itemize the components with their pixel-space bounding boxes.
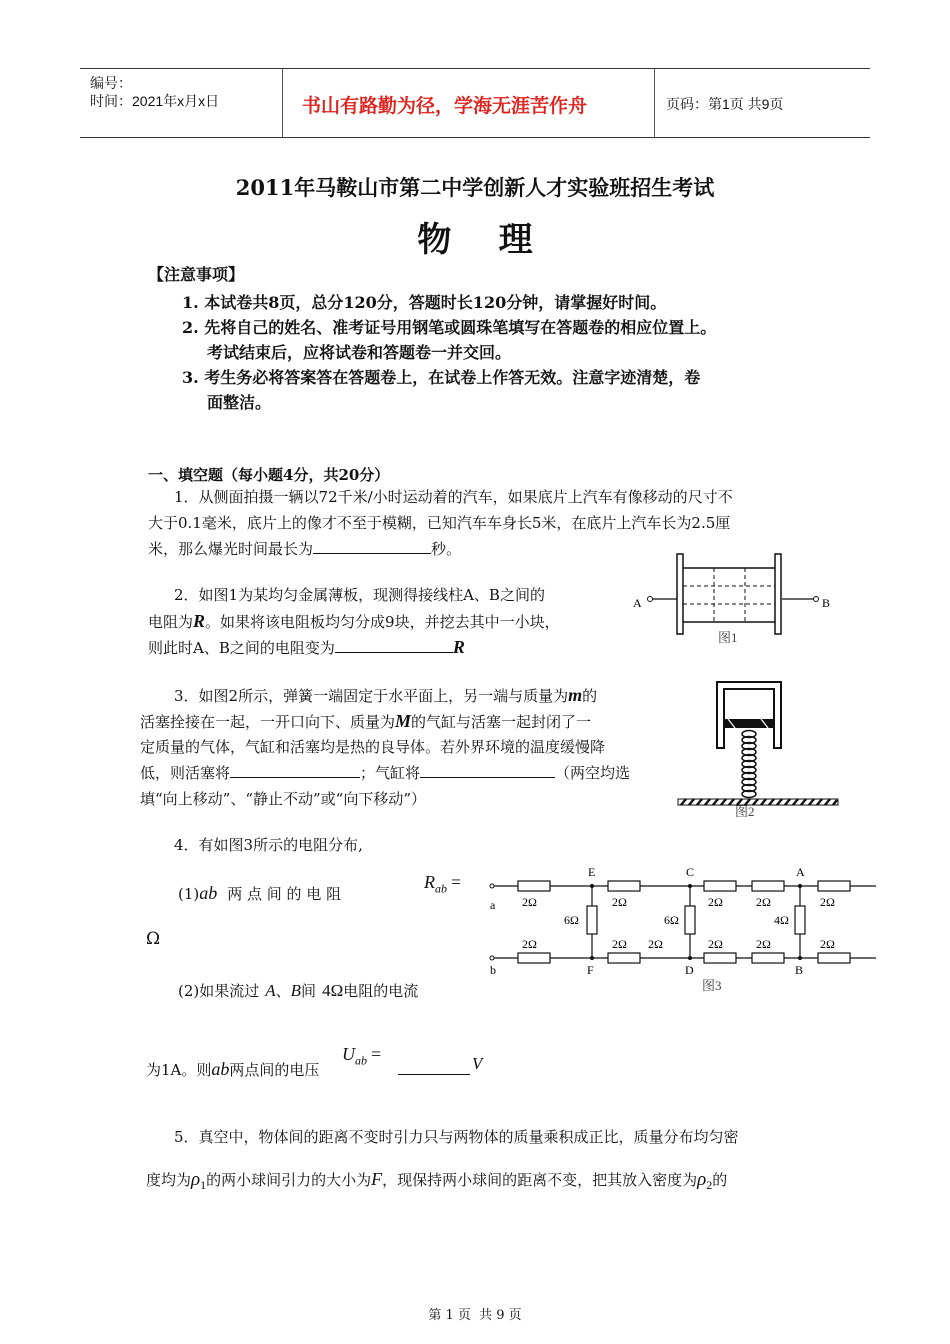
- notice-item: 考试结束后，应将试卷和答题卷一并交回。: [207, 343, 512, 362]
- q5-text: 的两小球间引力的大小为: [206, 1171, 372, 1189]
- q2-text: 。如果将该电阻板均匀分成9块，并挖去其中一小块，: [205, 613, 560, 631]
- q2-line: [148, 608, 560, 635]
- header-meta-cell: [80, 69, 283, 137]
- q5-rho1-symbol: ρ: [191, 1169, 201, 1190]
- q3-text: 的: [582, 687, 598, 705]
- page-footer: 第 1 页 共 9 页: [428, 1308, 522, 1323]
- figure-1: [630, 552, 845, 644]
- q2-R-symbol: R: [452, 637, 465, 657]
- q4-line: [146, 1056, 319, 1083]
- q3-text: 3．如图2所示，弹簧一端固定于水平面上，另一端与质量为: [174, 687, 569, 705]
- q1-text: 秒。: [431, 540, 462, 558]
- q4-R-letter: R: [424, 872, 435, 892]
- q1-line: 大于0.1毫米，底片上的像才不至于模糊，已知汽车车身长5米，在底片上汽车长为2.5厘: [148, 514, 731, 532]
- time-label: 时间：2021年x月x日: [90, 93, 220, 109]
- q2-text: 则此时A、B之间的电阻变为: [148, 639, 335, 657]
- q4-text: 电阻的电流: [343, 982, 419, 1000]
- q5-F-symbol: F: [371, 1169, 383, 1189]
- fig3-resistor-label: 2Ω: [820, 937, 835, 951]
- fig3-node-B: B: [795, 963, 804, 977]
- header-page-cell: [654, 69, 870, 137]
- spring: [742, 731, 756, 798]
- q1-line: [148, 536, 461, 562]
- fig3-resistor-label: 4Ω: [774, 913, 789, 927]
- q2-line: [148, 634, 465, 661]
- fig3-node-E: E: [588, 865, 596, 879]
- notice-heading: 【注意事项】: [148, 265, 245, 284]
- q4-text: (2)如果流过: [178, 982, 260, 1000]
- exam-title: 2011年马鞍山市第二中学创新人才实验班招生考试: [235, 175, 715, 200]
- q4-4ohm-symbol: 4Ω: [322, 981, 344, 1000]
- fig3-caption: 图3: [702, 978, 722, 993]
- fig3-resistor-label: 2Ω: [756, 895, 771, 909]
- q4-Rab-symbol: [424, 872, 461, 897]
- q3-cylinder-blank[interactable]: [420, 761, 555, 778]
- q3-text: （两空均选: [555, 764, 631, 782]
- q5-line: [146, 1166, 727, 1198]
- q2-line: 2．如图1为某均匀金属薄板，现测得接线柱A、B之间的: [174, 586, 545, 604]
- notice-item: 3. 考生务必将答案答在答题卷上，在试卷上作答无效。注意字迹清楚，卷: [182, 368, 701, 387]
- figure-2: [675, 678, 845, 820]
- q4-U-subscript: ab: [355, 1053, 367, 1068]
- q3-m-symbol: m: [568, 685, 583, 705]
- notice-item: 2. 先将自己的姓名、准考证号用钢笔或圆珠笔填写在答题卷的相应位置上。: [182, 318, 717, 337]
- header-motto-cell: [282, 69, 655, 137]
- fig3-resistor-label: 2Ω: [708, 937, 723, 951]
- page-label: 页码：第1页 共9页: [666, 96, 784, 112]
- q3-line: 定质量的气体，气缸和活塞均是热的良导体。若外界环境的温度缓慢降: [140, 738, 606, 756]
- q4-line: [178, 978, 418, 1004]
- q2-text: 电阻为: [148, 613, 194, 631]
- q4-ohm-unit: Ω: [146, 929, 161, 949]
- fig3-resistor-label: 6Ω: [664, 913, 679, 927]
- q4-B-symbol: B: [290, 981, 302, 1000]
- fig3-resistor-label: 2Ω: [756, 937, 771, 951]
- q2-R-symbol: R: [193, 611, 206, 631]
- q3-text: 低，则活塞将: [140, 764, 231, 782]
- q4-text: (1): [178, 885, 200, 903]
- fig3-resistor-label: 2Ω: [708, 895, 723, 909]
- page-header: [80, 68, 870, 138]
- fig3-resistor-label: 2Ω: [612, 937, 627, 951]
- q3-text: 的气缸与活塞一起封闭了一: [411, 713, 592, 731]
- q5-text: 的: [712, 1171, 728, 1189]
- q5-text: 度均为: [146, 1171, 192, 1189]
- q4-text: 为1A。则: [146, 1061, 212, 1079]
- q3-line: 填“向上移动”、“静止不动”或“向下移动”）: [140, 790, 427, 808]
- q4-equals: =: [371, 1044, 382, 1064]
- notice-item: 1. 本试卷共8页，总分120分，答题时长120分钟，请掌握好时间。: [182, 293, 667, 312]
- fig1-caption: 图1: [718, 630, 738, 644]
- q3-piston-blank[interactable]: [230, 761, 360, 778]
- q4-ab-symbol: ab: [199, 883, 218, 903]
- q4-text: 两 点 间 的 电 阻: [227, 885, 342, 903]
- fig3-resistor-label: 2Ω: [522, 895, 537, 909]
- q5-rho2-subscript: 2: [706, 1178, 713, 1192]
- fig3-node-C: C: [686, 865, 695, 879]
- motto: 书山有路勤为径，学海无涯苦作舟: [302, 96, 588, 117]
- fig3-resistor-label: 2Ω: [820, 895, 835, 909]
- fig3-resistor-label: 2Ω: [522, 937, 537, 951]
- q3-line: [174, 682, 597, 709]
- q5-line: 5．真空中，物体间的距离不变时引力只与两物体的质量乘积成正比，质量分布均匀密: [174, 1128, 739, 1146]
- q2-answer-blank[interactable]: [335, 636, 453, 653]
- q4-ab-symbol: ab: [211, 1059, 230, 1079]
- q5-rho1-subscript: 1: [200, 1178, 207, 1192]
- fig3-resistor-label: 2Ω: [648, 937, 663, 951]
- q4-text: 、: [275, 982, 291, 1000]
- q4-text: 间: [301, 982, 317, 1000]
- fig3-node-F: F: [587, 963, 594, 977]
- fig3-resistor-label: 6Ω: [564, 913, 579, 927]
- section-heading: 一、填空题（每小题4分，共20分）: [148, 466, 390, 484]
- fig3-terminal-a: a: [490, 898, 496, 912]
- q4-volt-unit: V: [472, 1054, 483, 1073]
- q4-line: 4．有如图3所示的电阻分布,: [174, 836, 363, 854]
- q1-line: 1．从侧面拍摄一辆以72千米/小时运动着的汽车，如果底片上汽车有像移动的尺寸不: [174, 488, 733, 506]
- q5-rho2-symbol: ρ: [697, 1169, 707, 1190]
- q3-M-symbol: M: [395, 711, 412, 731]
- fig3-resistor-label: 2Ω: [612, 895, 627, 909]
- figure-3: [484, 862, 880, 998]
- q4-U-letter: U: [342, 1044, 355, 1064]
- fig3-node-D: D: [685, 963, 694, 977]
- q3-text: ；气缸将: [360, 764, 421, 782]
- q4-voltage-blank[interactable]: [398, 1056, 470, 1075]
- fig3-node-A: A: [796, 865, 805, 879]
- subject-title: 物 理: [417, 220, 533, 260]
- q3-line: [140, 708, 591, 735]
- q4-text: 两点间的电压: [229, 1061, 320, 1079]
- q4-Uab-symbol: [342, 1044, 381, 1069]
- q1-answer-blank[interactable]: [313, 537, 431, 554]
- serial-label: 编号：: [90, 75, 132, 91]
- q4-R-subscript: ab: [435, 881, 447, 896]
- q4-line: [178, 880, 341, 907]
- fig2-caption: 图2: [735, 804, 755, 819]
- notice-item: 面整洁。: [207, 393, 272, 412]
- fig1-label-B: B: [822, 596, 831, 610]
- q3-text: 活塞拴接在一起，一开口向下、质量为: [140, 713, 396, 731]
- fig1-label-A: A: [633, 596, 642, 610]
- q4-equals: =: [451, 872, 462, 892]
- q5-text: ，现保持两小球间的距离不变，把其放入密度为: [382, 1171, 698, 1189]
- q1-text: 米，那么爆光时间最长为: [148, 540, 314, 558]
- fig3-terminal-b: b: [490, 963, 496, 977]
- q3-line: [140, 760, 630, 786]
- q4-A-symbol: A: [265, 981, 276, 1000]
